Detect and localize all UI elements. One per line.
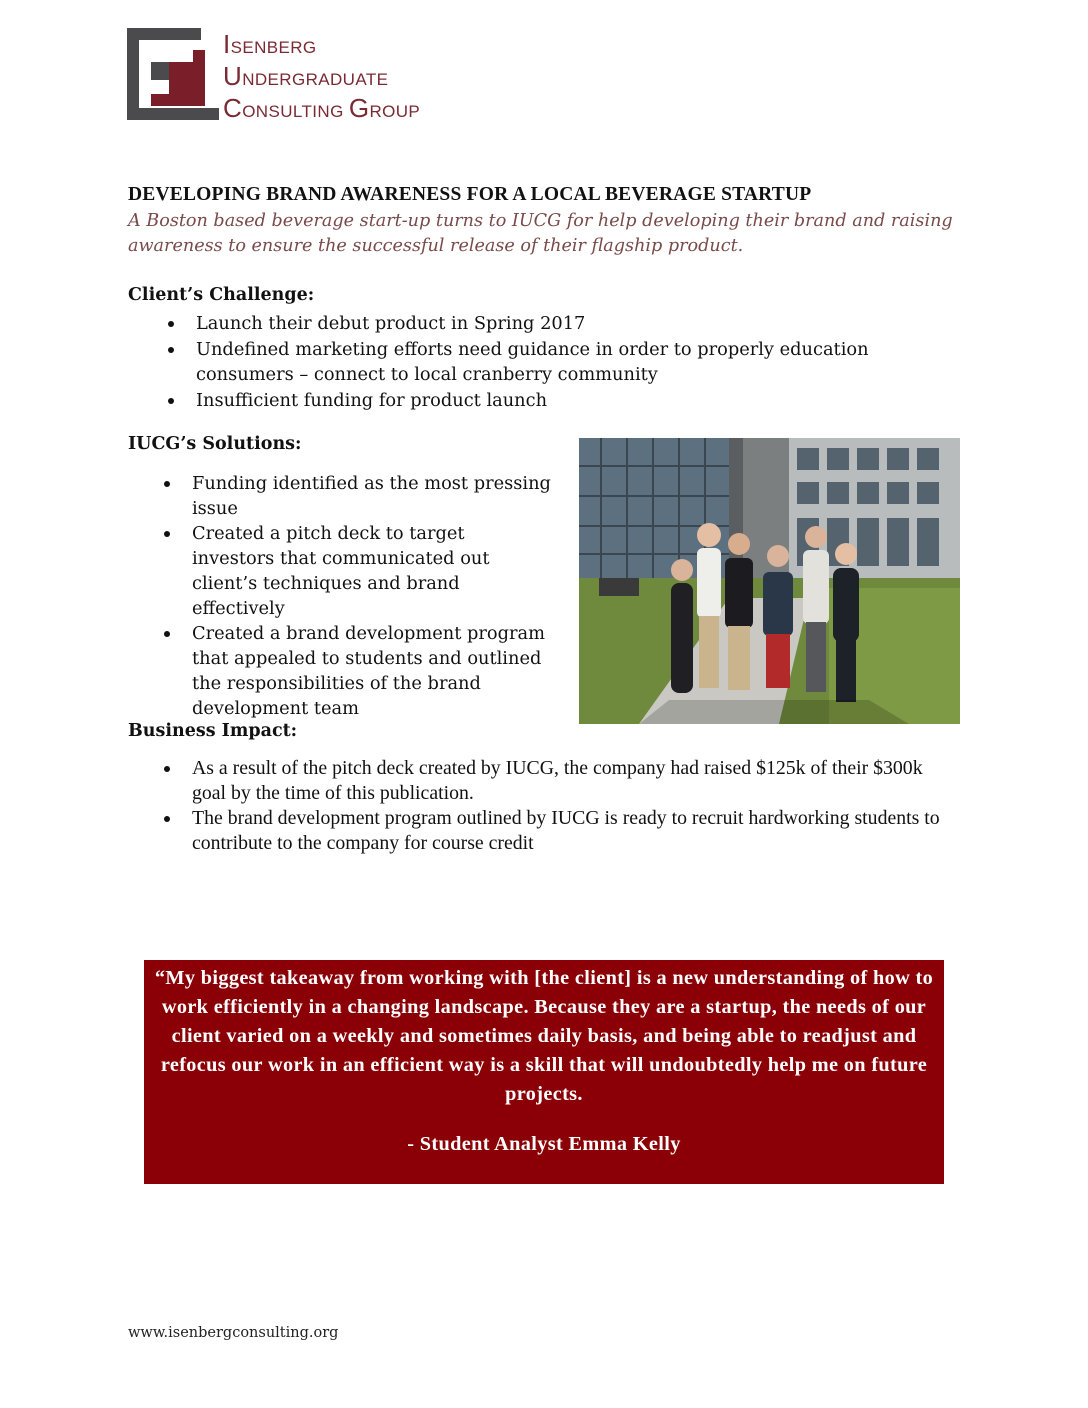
list-item-text: Funding identified as the most pressing issue xyxy=(192,473,551,519)
bullet-icon xyxy=(168,347,174,353)
bullet-icon xyxy=(164,766,170,772)
list-item-text: Undefined marketing efforts need guidance in order to properly education consumers – connect to local cranberry community xyxy=(196,339,869,385)
bullet-icon xyxy=(164,531,170,537)
list-item xyxy=(164,471,552,521)
impact-heading: Business Impact: xyxy=(128,721,298,741)
list-item-text: Created a pitch deck to target investors that communicated out client’s techniques and brand effectively xyxy=(192,523,490,619)
list-item-text: Launch their debut product in Spring 2017 xyxy=(196,313,586,334)
list-item xyxy=(164,806,954,856)
list-item xyxy=(164,756,954,806)
bullet-icon xyxy=(164,481,170,487)
list-item-text: As a result of the pitch deck created by IUCG, the company had raised $125k of their $300k goal by the time of this publication. xyxy=(192,757,923,804)
logo-word: SENBERG xyxy=(230,38,317,57)
iucg-logo-mark xyxy=(127,28,219,120)
solutions-heading: IUCG’s Solutions: xyxy=(128,434,302,454)
list-item-text: Created a brand development program that appealed to students and outlined the responsibilities of the brand development team xyxy=(192,623,545,719)
list-item-text: Insufficient funding for product launch xyxy=(196,390,548,411)
list-item xyxy=(164,621,552,721)
list-item xyxy=(164,521,552,621)
page-title: DEVELOPING BRAND AWARENESS FOR A LOCAL BEVERAGE STARTUP xyxy=(128,184,812,205)
team-photo xyxy=(579,438,960,724)
logo-letter: G xyxy=(348,93,370,123)
challenge-list xyxy=(168,311,928,413)
testimonial-attribution: - Student Analyst Emma Kelly xyxy=(407,1133,681,1155)
bullet-icon xyxy=(164,816,170,822)
solutions-list xyxy=(164,471,564,721)
logo-letter: I xyxy=(223,29,231,59)
list-item xyxy=(168,388,928,413)
team-photo-illustration xyxy=(579,438,960,724)
testimonial-quote: “My biggest takeaway from working with [the client] is a new understanding of how to work efficiently in a changing landscape. Because they are a startup, the needs of our client varied on a weekly and sometimes daily basis, and being able to readjust and refocus our work in an efficient way is a skill that will undoubtedly help me on future projects. xyxy=(154,967,934,1105)
logo-letter: U xyxy=(223,61,243,91)
list-item xyxy=(168,311,928,336)
logo-letter: C xyxy=(223,93,243,123)
page-subtitle: A Boston based beverage start-up turns to IUCG for help developing their brand and raising awareness to ensure the successful release of their flagship product. xyxy=(128,211,953,256)
bullet-icon xyxy=(164,631,170,637)
list-item-text: The brand development program outlined by IUCG is ready to recruit hardworking students to contribute to the company for course credit xyxy=(192,807,940,854)
logo-word: ONSULTING xyxy=(242,102,349,121)
footer-url: www.isenbergconsulting.org xyxy=(128,1325,339,1341)
testimonial-box xyxy=(144,960,944,1184)
bullet-icon xyxy=(168,321,174,327)
logo-word: ROUP xyxy=(369,102,421,121)
logo-word: NDERGRADUATE xyxy=(242,70,389,89)
list-item xyxy=(168,337,886,387)
logo-wordmark xyxy=(223,30,420,126)
challenge-heading: Client’s Challenge: xyxy=(128,285,315,305)
impact-list xyxy=(164,756,954,856)
company-logo xyxy=(127,28,487,123)
bullet-icon xyxy=(168,398,174,404)
